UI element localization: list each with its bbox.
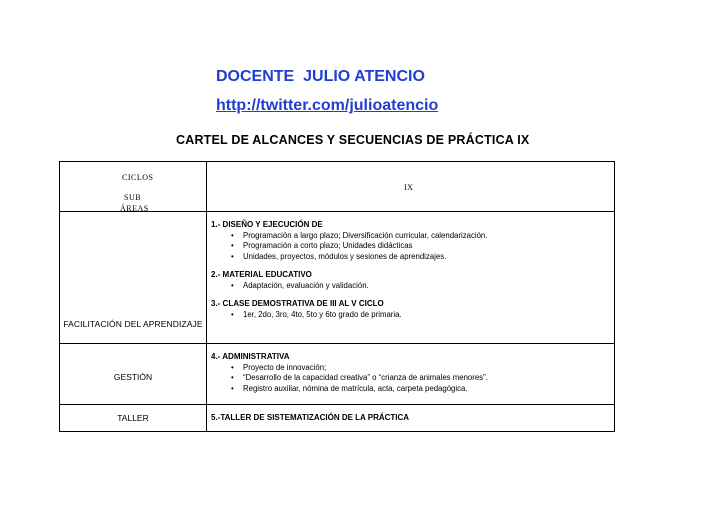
cartel-title: CARTEL DE ALCANCES Y SECUENCIAS DE PRÁCTICA IX [176, 133, 530, 147]
list-item [231, 281, 614, 292]
bullet-list [211, 310, 614, 321]
table-row [60, 212, 615, 344]
content-cell [207, 212, 615, 344]
list-item [231, 310, 614, 321]
bullet-icon: • [231, 373, 234, 382]
section-title: 1.- DISEÑO Y EJECUCIÓN DE [211, 220, 323, 229]
list-item [231, 241, 614, 252]
list-item-text: Adaptación, evaluación y validación. [243, 280, 369, 290]
bullet-list [211, 363, 614, 395]
bullet-icon: • [231, 251, 234, 261]
list-item [231, 363, 614, 374]
area-cell [60, 344, 207, 405]
ciclos-label: CICLOS [122, 173, 154, 182]
list-item-text: “Desarrollo de la capacidad creativa” o “crianza de animales menores”. [243, 373, 488, 382]
bullet-icon: • [231, 362, 234, 372]
list-item-text: Programación a corto plazo; Unidades didácticas [243, 241, 413, 250]
ciclos-cell [60, 162, 207, 212]
list-item-text: Programación a largo plazo; Diversificación curricular, calendarización. [243, 230, 488, 240]
table-row [60, 344, 615, 405]
section-title: 5.-TALLER DE SISTEMATIZACIÓN DE LA PRÁCTICA [211, 413, 410, 422]
area-cell [60, 212, 207, 344]
bullet-icon: • [231, 280, 234, 290]
table-row [60, 405, 615, 432]
list-item-text: 1er, 2do, 3ro, 4to, 5to y 6to grado de primaria. [243, 309, 402, 319]
twitter-link[interactable]: http://twitter.com/julioatencio [216, 97, 439, 114]
cycle-label: IX [404, 183, 414, 192]
area-label-facilitacion: FACILITACIÓN DEL APRENDIZAJE [63, 319, 203, 329]
bullet-icon: • [231, 309, 234, 319]
areas-label: ÁREAS [120, 204, 149, 213]
bullet-icon: • [231, 230, 234, 240]
cycle-cell [207, 162, 615, 212]
section-title: 2.- MATERIAL EDUCATIVO [211, 270, 312, 279]
section-title: 4.- ADMINISTRATIVA [211, 352, 290, 361]
list-item-text: Unidades, proyectos, módulos y sesiones de aprendizajes. [243, 251, 447, 261]
list-item [231, 384, 614, 395]
area-cell [60, 405, 207, 432]
area-label-taller: TALLER [117, 413, 149, 423]
content-cell [207, 405, 615, 432]
sub-label: SUB [124, 193, 142, 202]
list-item-text: Proyecto de innovación; [243, 362, 327, 372]
list-item [231, 231, 614, 242]
list-item [231, 373, 614, 384]
bullet-list [211, 231, 614, 263]
docente-heading: DOCENTE JULIO ATENCIO [216, 68, 425, 85]
table-header-row [60, 162, 615, 212]
cartel-table [59, 161, 615, 432]
list-item [231, 252, 614, 263]
list-item-text: Registro auxiliar, nómina de matrícula, acta, carpeta pedagógica. [243, 383, 468, 393]
bullet-list [211, 281, 614, 292]
bullet-icon: • [231, 383, 234, 393]
section-title: 3.- CLASE DEMOSTRATIVA DE III AL V CICLO [211, 299, 384, 308]
content-cell [207, 344, 615, 405]
bullet-icon: • [231, 241, 234, 250]
area-label-gestion: GESTIÓN [113, 372, 153, 382]
